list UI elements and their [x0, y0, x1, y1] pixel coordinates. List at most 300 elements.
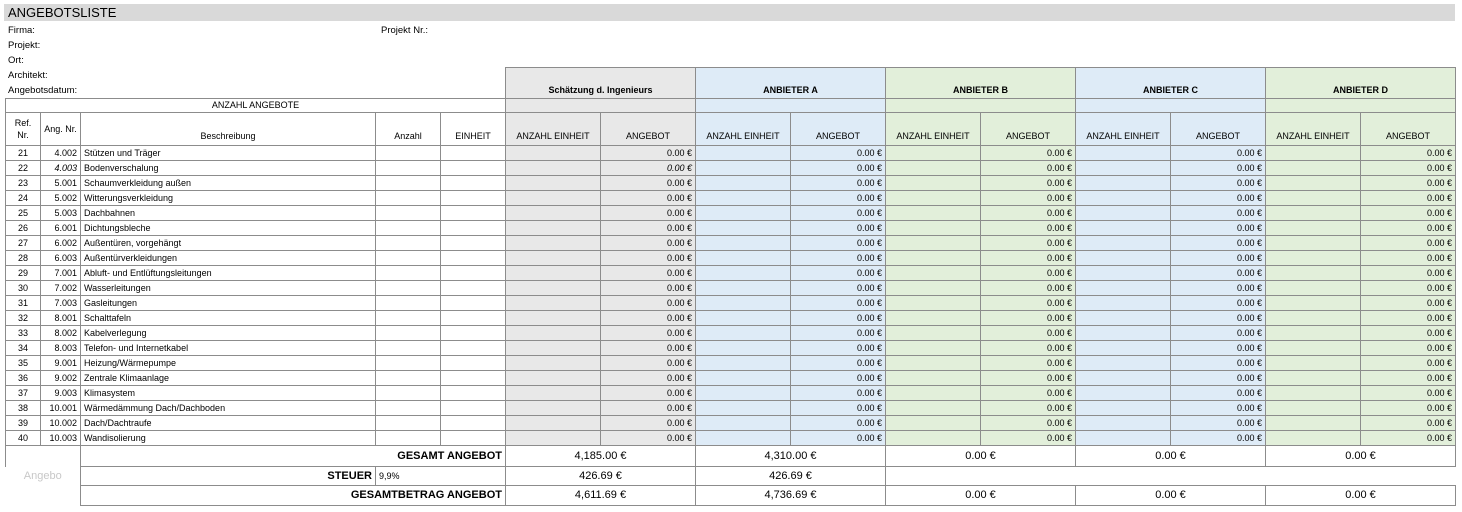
d-angebot-cell[interactable]: 0.00 €: [1361, 236, 1456, 251]
eng-angebot-cell[interactable]: 0.00 €: [601, 221, 696, 236]
ang-nr-cell[interactable]: 8.002: [41, 326, 81, 341]
c-angebot-cell[interactable]: 0.00 €: [1171, 341, 1266, 356]
d-anzahl-einheit-cell[interactable]: [1266, 341, 1361, 356]
ang-nr-cell[interactable]: 9.002: [41, 371, 81, 386]
ang-nr-cell[interactable]: 10.003: [41, 431, 81, 446]
einheit-cell[interactable]: [441, 146, 506, 161]
einheit-cell[interactable]: [441, 416, 506, 431]
a-angebot-cell[interactable]: 0.00 €: [791, 371, 886, 386]
a-anzahl-einheit-cell[interactable]: [696, 176, 791, 191]
a-angebot-cell[interactable]: 0.00 €: [791, 266, 886, 281]
b-anzahl-einheit-cell[interactable]: [886, 341, 981, 356]
beschreibung-cell[interactable]: Dach/Dachtraufe: [81, 416, 376, 431]
eng-anzahl-einheit-cell[interactable]: [506, 416, 601, 431]
d-angebot-cell[interactable]: 0.00 €: [1361, 341, 1456, 356]
ref-nr-cell[interactable]: 25: [6, 206, 41, 221]
c-angebot-cell[interactable]: 0.00 €: [1171, 311, 1266, 326]
d-anzahl-einheit-cell[interactable]: [1266, 251, 1361, 266]
a-anzahl-einheit-cell[interactable]: [696, 251, 791, 266]
eng-anzahl-einheit-cell[interactable]: [506, 206, 601, 221]
d-angebot-cell[interactable]: 0.00 €: [1361, 281, 1456, 296]
c-anzahl-einheit-cell[interactable]: [1076, 341, 1171, 356]
c-anzahl-einheit-cell[interactable]: [1076, 146, 1171, 161]
b-angebot-cell[interactable]: 0.00 €: [981, 371, 1076, 386]
anzahl-cell[interactable]: [376, 191, 441, 206]
ang-nr-cell[interactable]: 4.002: [41, 146, 81, 161]
d-anzahl-einheit-cell[interactable]: [1266, 206, 1361, 221]
anzahl-cell[interactable]: [376, 326, 441, 341]
c-anzahl-einheit-cell[interactable]: [1076, 251, 1171, 266]
b-angebot-cell[interactable]: 0.00 €: [981, 281, 1076, 296]
c-anzahl-einheit-cell[interactable]: [1076, 236, 1171, 251]
anzahl-cell[interactable]: [376, 236, 441, 251]
b-anzahl-einheit-cell[interactable]: [886, 416, 981, 431]
beschreibung-cell[interactable]: Witterungsverkleidung: [81, 191, 376, 206]
ref-nr-cell[interactable]: 38: [6, 401, 41, 416]
b-anzahl-einheit-cell[interactable]: [886, 386, 981, 401]
beschreibung-cell[interactable]: Zentrale Klimaanlage: [81, 371, 376, 386]
ang-nr-cell[interactable]: 5.003: [41, 206, 81, 221]
a-anzahl-einheit-cell[interactable]: [696, 356, 791, 371]
b-anzahl-einheit-cell[interactable]: [886, 431, 981, 446]
c-anzahl-einheit-cell[interactable]: [1076, 221, 1171, 236]
b-anzahl-einheit-cell[interactable]: [886, 206, 981, 221]
c-angebot-cell[interactable]: 0.00 €: [1171, 416, 1266, 431]
b-angebot-cell[interactable]: 0.00 €: [981, 236, 1076, 251]
a-angebot-cell[interactable]: 0.00 €: [791, 221, 886, 236]
eng-angebot-cell[interactable]: 0.00 €: [601, 341, 696, 356]
ref-nr-cell[interactable]: 33: [6, 326, 41, 341]
a-angebot-cell[interactable]: 0.00 €: [791, 176, 886, 191]
beschreibung-cell[interactable]: Schaumverkleidung außen: [81, 176, 376, 191]
c-angebot-cell[interactable]: 0.00 €: [1171, 356, 1266, 371]
ref-nr-cell[interactable]: 39: [6, 416, 41, 431]
beschreibung-cell[interactable]: Außentürverkleidungen: [81, 251, 376, 266]
ang-nr-cell[interactable]: 5.002: [41, 191, 81, 206]
beschreibung-cell[interactable]: Telefon- und Internetkabel: [81, 341, 376, 356]
d-anzahl-einheit-cell[interactable]: [1266, 146, 1361, 161]
b-angebot-cell[interactable]: 0.00 €: [981, 416, 1076, 431]
b-angebot-cell[interactable]: 0.00 €: [981, 356, 1076, 371]
anzahl-cell[interactable]: [376, 266, 441, 281]
b-angebot-cell[interactable]: 0.00 €: [981, 146, 1076, 161]
eng-anzahl-einheit-cell[interactable]: [506, 371, 601, 386]
anzahl-cell[interactable]: [376, 356, 441, 371]
anzahl-cell[interactable]: [376, 341, 441, 356]
a-anzahl-einheit-cell[interactable]: [696, 341, 791, 356]
beschreibung-cell[interactable]: Bodenverschalung: [81, 161, 376, 176]
d-anzahl-einheit-cell[interactable]: [1266, 191, 1361, 206]
d-anzahl-einheit-cell[interactable]: [1266, 266, 1361, 281]
eng-angebot-cell[interactable]: 0.00 €: [601, 176, 696, 191]
b-anzahl-einheit-cell[interactable]: [886, 281, 981, 296]
d-anzahl-einheit-cell[interactable]: [1266, 236, 1361, 251]
a-anzahl-einheit-cell[interactable]: [696, 236, 791, 251]
eng-anzahl-einheit-cell[interactable]: [506, 386, 601, 401]
c-angebot-cell[interactable]: 0.00 €: [1171, 371, 1266, 386]
a-anzahl-einheit-cell[interactable]: [696, 296, 791, 311]
d-angebot-cell[interactable]: 0.00 €: [1361, 401, 1456, 416]
einheit-cell[interactable]: [441, 236, 506, 251]
c-anzahl-einheit-cell[interactable]: [1076, 386, 1171, 401]
c-angebot-cell[interactable]: 0.00 €: [1171, 281, 1266, 296]
einheit-cell[interactable]: [441, 311, 506, 326]
eng-anzahl-einheit-cell[interactable]: [506, 311, 601, 326]
c-anzahl-einheit-cell[interactable]: [1076, 401, 1171, 416]
eng-angebot-cell[interactable]: 0.00 €: [601, 146, 696, 161]
b-anzahl-einheit-cell[interactable]: [886, 191, 981, 206]
a-anzahl-einheit-cell[interactable]: [696, 206, 791, 221]
ref-nr-cell[interactable]: 29: [6, 266, 41, 281]
b-angebot-cell[interactable]: 0.00 €: [981, 341, 1076, 356]
d-anzahl-einheit-cell[interactable]: [1266, 326, 1361, 341]
a-angebot-cell[interactable]: 0.00 €: [791, 251, 886, 266]
eng-anzahl-einheit-cell[interactable]: [506, 326, 601, 341]
a-angebot-cell[interactable]: 0.00 €: [791, 146, 886, 161]
c-angebot-cell[interactable]: 0.00 €: [1171, 221, 1266, 236]
d-anzahl-einheit-cell[interactable]: [1266, 176, 1361, 191]
c-anzahl-einheit-cell[interactable]: [1076, 281, 1171, 296]
a-angebot-cell[interactable]: 0.00 €: [791, 236, 886, 251]
anzahl-cell[interactable]: [376, 401, 441, 416]
a-angebot-cell[interactable]: 0.00 €: [791, 401, 886, 416]
ref-nr-cell[interactable]: 32: [6, 311, 41, 326]
eng-angebot-cell[interactable]: 0.00 €: [601, 206, 696, 221]
d-anzahl-einheit-cell[interactable]: [1266, 386, 1361, 401]
c-angebot-cell[interactable]: 0.00 €: [1171, 401, 1266, 416]
eng-angebot-cell[interactable]: 0.00 €: [601, 371, 696, 386]
c-anzahl-einheit-cell[interactable]: [1076, 326, 1171, 341]
anzahl-cell[interactable]: [376, 416, 441, 431]
anzahl-cell[interactable]: [376, 221, 441, 236]
b-angebot-cell[interactable]: 0.00 €: [981, 206, 1076, 221]
b-angebot-cell[interactable]: 0.00 €: [981, 161, 1076, 176]
b-angebot-cell[interactable]: 0.00 €: [981, 221, 1076, 236]
eng-anzahl-einheit-cell[interactable]: [506, 236, 601, 251]
b-anzahl-einheit-cell[interactable]: [886, 296, 981, 311]
beschreibung-cell[interactable]: Dachbahnen: [81, 206, 376, 221]
eng-anzahl-einheit-cell[interactable]: [506, 341, 601, 356]
c-angebot-cell[interactable]: 0.00 €: [1171, 431, 1266, 446]
b-anzahl-einheit-cell[interactable]: [886, 236, 981, 251]
beschreibung-cell[interactable]: Außentüren, vorgehängt: [81, 236, 376, 251]
b-anzahl-einheit-cell[interactable]: [886, 251, 981, 266]
einheit-cell[interactable]: [441, 341, 506, 356]
einheit-cell[interactable]: [441, 401, 506, 416]
einheit-cell[interactable]: [441, 326, 506, 341]
ref-nr-cell[interactable]: 40: [6, 431, 41, 446]
ang-nr-cell[interactable]: 6.003: [41, 251, 81, 266]
ang-nr-cell[interactable]: 10.001: [41, 401, 81, 416]
a-anzahl-einheit-cell[interactable]: [696, 401, 791, 416]
d-angebot-cell[interactable]: 0.00 €: [1361, 431, 1456, 446]
ref-nr-cell[interactable]: 22: [6, 161, 41, 176]
c-anzahl-einheit-cell[interactable]: [1076, 161, 1171, 176]
eng-angebot-cell[interactable]: 0.00 €: [601, 281, 696, 296]
ref-nr-cell[interactable]: 23: [6, 176, 41, 191]
ang-nr-cell[interactable]: 8.001: [41, 311, 81, 326]
beschreibung-cell[interactable]: Wärmedämmung Dach/Dachboden: [81, 401, 376, 416]
eng-angebot-cell[interactable]: 0.00 €: [601, 416, 696, 431]
a-angebot-cell[interactable]: 0.00 €: [791, 206, 886, 221]
einheit-cell[interactable]: [441, 431, 506, 446]
beschreibung-cell[interactable]: Wasserleitungen: [81, 281, 376, 296]
beschreibung-cell[interactable]: Wandisolierung: [81, 431, 376, 446]
b-anzahl-einheit-cell[interactable]: [886, 371, 981, 386]
beschreibung-cell[interactable]: Schalttafeln: [81, 311, 376, 326]
b-anzahl-einheit-cell[interactable]: [886, 266, 981, 281]
eng-angebot-cell[interactable]: 0.00 €: [601, 401, 696, 416]
ref-nr-cell[interactable]: 21: [6, 146, 41, 161]
c-anzahl-einheit-cell[interactable]: [1076, 266, 1171, 281]
anzahl-cell[interactable]: [376, 296, 441, 311]
eng-angebot-cell[interactable]: 0.00 €: [601, 161, 696, 176]
b-angebot-cell[interactable]: 0.00 €: [981, 326, 1076, 341]
einheit-cell[interactable]: [441, 206, 506, 221]
d-angebot-cell[interactable]: 0.00 €: [1361, 251, 1456, 266]
eng-anzahl-einheit-cell[interactable]: [506, 296, 601, 311]
c-anzahl-einheit-cell[interactable]: [1076, 356, 1171, 371]
einheit-cell[interactable]: [441, 281, 506, 296]
a-anzahl-einheit-cell[interactable]: [696, 371, 791, 386]
a-anzahl-einheit-cell[interactable]: [696, 431, 791, 446]
eng-angebot-cell[interactable]: 0.00 €: [601, 191, 696, 206]
b-anzahl-einheit-cell[interactable]: [886, 221, 981, 236]
einheit-cell[interactable]: [441, 191, 506, 206]
d-anzahl-einheit-cell[interactable]: [1266, 296, 1361, 311]
c-angebot-cell[interactable]: 0.00 €: [1171, 176, 1266, 191]
eng-anzahl-einheit-cell[interactable]: [506, 251, 601, 266]
d-angebot-cell[interactable]: 0.00 €: [1361, 386, 1456, 401]
eng-angebot-cell[interactable]: 0.00 €: [601, 431, 696, 446]
einheit-cell[interactable]: [441, 371, 506, 386]
a-anzahl-einheit-cell[interactable]: [696, 146, 791, 161]
eng-angebot-cell[interactable]: 0.00 €: [601, 311, 696, 326]
b-anzahl-einheit-cell[interactable]: [886, 326, 981, 341]
ang-nr-cell[interactable]: 6.002: [41, 236, 81, 251]
b-angebot-cell[interactable]: 0.00 €: [981, 311, 1076, 326]
d-anzahl-einheit-cell[interactable]: [1266, 281, 1361, 296]
c-angebot-cell[interactable]: 0.00 €: [1171, 236, 1266, 251]
anzahl-cell[interactable]: [376, 161, 441, 176]
ref-nr-cell[interactable]: 36: [6, 371, 41, 386]
d-angebot-cell[interactable]: 0.00 €: [1361, 311, 1456, 326]
ref-nr-cell[interactable]: 37: [6, 386, 41, 401]
einheit-cell[interactable]: [441, 176, 506, 191]
d-anzahl-einheit-cell[interactable]: [1266, 311, 1361, 326]
c-angebot-cell[interactable]: 0.00 €: [1171, 191, 1266, 206]
einheit-cell[interactable]: [441, 266, 506, 281]
ref-nr-cell[interactable]: 26: [6, 221, 41, 236]
einheit-cell[interactable]: [441, 386, 506, 401]
einheit-cell[interactable]: [441, 296, 506, 311]
eng-angebot-cell[interactable]: 0.00 €: [601, 266, 696, 281]
a-angebot-cell[interactable]: 0.00 €: [791, 281, 886, 296]
a-angebot-cell[interactable]: 0.00 €: [791, 431, 886, 446]
anzahl-cell[interactable]: [376, 146, 441, 161]
eng-anzahl-einheit-cell[interactable]: [506, 221, 601, 236]
beschreibung-cell[interactable]: Dichtungsbleche: [81, 221, 376, 236]
a-anzahl-einheit-cell[interactable]: [696, 266, 791, 281]
a-angebot-cell[interactable]: 0.00 €: [791, 326, 886, 341]
beschreibung-cell[interactable]: Klimasystem: [81, 386, 376, 401]
ang-nr-cell[interactable]: 7.001: [41, 266, 81, 281]
anzahl-cell[interactable]: [376, 311, 441, 326]
b-angebot-cell[interactable]: 0.00 €: [981, 431, 1076, 446]
ang-nr-cell[interactable]: 9.003: [41, 386, 81, 401]
ref-nr-cell[interactable]: 30: [6, 281, 41, 296]
ref-nr-cell[interactable]: 35: [6, 356, 41, 371]
einheit-cell[interactable]: [441, 356, 506, 371]
einheit-cell[interactable]: [441, 221, 506, 236]
anzahl-cell[interactable]: [376, 281, 441, 296]
eng-anzahl-einheit-cell[interactable]: [506, 191, 601, 206]
beschreibung-cell[interactable]: Kabelverlegung: [81, 326, 376, 341]
a-angebot-cell[interactable]: 0.00 €: [791, 311, 886, 326]
b-anzahl-einheit-cell[interactable]: [886, 356, 981, 371]
c-angebot-cell[interactable]: 0.00 €: [1171, 386, 1266, 401]
eng-angebot-cell[interactable]: 0.00 €: [601, 236, 696, 251]
ang-nr-cell[interactable]: 7.002: [41, 281, 81, 296]
anzahl-cell[interactable]: [376, 431, 441, 446]
beschreibung-cell[interactable]: Gasleitungen: [81, 296, 376, 311]
ang-nr-cell[interactable]: 6.001: [41, 221, 81, 236]
c-anzahl-einheit-cell[interactable]: [1076, 416, 1171, 431]
c-anzahl-einheit-cell[interactable]: [1076, 176, 1171, 191]
eng-anzahl-einheit-cell[interactable]: [506, 266, 601, 281]
eng-angebot-cell[interactable]: 0.00 €: [601, 386, 696, 401]
eng-anzahl-einheit-cell[interactable]: [506, 176, 601, 191]
a-angebot-cell[interactable]: 0.00 €: [791, 386, 886, 401]
a-angebot-cell[interactable]: 0.00 €: [791, 296, 886, 311]
b-angebot-cell[interactable]: 0.00 €: [981, 401, 1076, 416]
d-anzahl-einheit-cell[interactable]: [1266, 221, 1361, 236]
c-angebot-cell[interactable]: 0.00 €: [1171, 206, 1266, 221]
c-anzahl-einheit-cell[interactable]: [1076, 296, 1171, 311]
eng-angebot-cell[interactable]: 0.00 €: [601, 251, 696, 266]
a-angebot-cell[interactable]: 0.00 €: [791, 161, 886, 176]
d-angebot-cell[interactable]: 0.00 €: [1361, 371, 1456, 386]
ref-nr-cell[interactable]: 31: [6, 296, 41, 311]
eng-angebot-cell[interactable]: 0.00 €: [601, 296, 696, 311]
c-angebot-cell[interactable]: 0.00 €: [1171, 251, 1266, 266]
c-anzahl-einheit-cell[interactable]: [1076, 371, 1171, 386]
d-angebot-cell[interactable]: 0.00 €: [1361, 296, 1456, 311]
d-anzahl-einheit-cell[interactable]: [1266, 416, 1361, 431]
eng-anzahl-einheit-cell[interactable]: [506, 431, 601, 446]
ref-nr-cell[interactable]: 28: [6, 251, 41, 266]
beschreibung-cell[interactable]: Heizung/Wärmepumpe: [81, 356, 376, 371]
ang-nr-cell[interactable]: 10.002: [41, 416, 81, 431]
steuer-rate[interactable]: 9,9%: [376, 467, 506, 486]
c-anzahl-einheit-cell[interactable]: [1076, 311, 1171, 326]
d-angebot-cell[interactable]: 0.00 €: [1361, 266, 1456, 281]
eng-angebot-cell[interactable]: 0.00 €: [601, 356, 696, 371]
c-angebot-cell[interactable]: 0.00 €: [1171, 146, 1266, 161]
d-anzahl-einheit-cell[interactable]: [1266, 371, 1361, 386]
c-angebot-cell[interactable]: 0.00 €: [1171, 266, 1266, 281]
b-anzahl-einheit-cell[interactable]: [886, 311, 981, 326]
d-anzahl-einheit-cell[interactable]: [1266, 161, 1361, 176]
b-anzahl-einheit-cell[interactable]: [886, 146, 981, 161]
einheit-cell[interactable]: [441, 161, 506, 176]
a-angebot-cell[interactable]: 0.00 €: [791, 191, 886, 206]
anzahl-cell[interactable]: [376, 176, 441, 191]
b-angebot-cell[interactable]: 0.00 €: [981, 251, 1076, 266]
anzahl-cell[interactable]: [376, 206, 441, 221]
ref-nr-cell[interactable]: 27: [6, 236, 41, 251]
eng-anzahl-einheit-cell[interactable]: [506, 401, 601, 416]
d-anzahl-einheit-cell[interactable]: [1266, 401, 1361, 416]
a-anzahl-einheit-cell[interactable]: [696, 221, 791, 236]
beschreibung-cell[interactable]: Stützen und Träger: [81, 146, 376, 161]
a-angebot-cell[interactable]: 0.00 €: [791, 416, 886, 431]
ref-nr-cell[interactable]: 24: [6, 191, 41, 206]
ang-nr-cell[interactable]: 4.003: [41, 161, 81, 176]
c-anzahl-einheit-cell[interactable]: [1076, 431, 1171, 446]
beschreibung-cell[interactable]: Abluft- und Entlüftungsleitungen: [81, 266, 376, 281]
d-angebot-cell[interactable]: 0.00 €: [1361, 221, 1456, 236]
ang-nr-cell[interactable]: 7.003: [41, 296, 81, 311]
d-angebot-cell[interactable]: 0.00 €: [1361, 146, 1456, 161]
a-anzahl-einheit-cell[interactable]: [696, 326, 791, 341]
a-anzahl-einheit-cell[interactable]: [696, 416, 791, 431]
c-anzahl-einheit-cell[interactable]: [1076, 206, 1171, 221]
b-angebot-cell[interactable]: 0.00 €: [981, 191, 1076, 206]
b-angebot-cell[interactable]: 0.00 €: [981, 266, 1076, 281]
ang-nr-cell[interactable]: 8.003: [41, 341, 81, 356]
d-angebot-cell[interactable]: 0.00 €: [1361, 416, 1456, 431]
c-angebot-cell[interactable]: 0.00 €: [1171, 296, 1266, 311]
eng-anzahl-einheit-cell[interactable]: [506, 281, 601, 296]
a-anzahl-einheit-cell[interactable]: [696, 161, 791, 176]
eng-anzahl-einheit-cell[interactable]: [506, 356, 601, 371]
d-angebot-cell[interactable]: 0.00 €: [1361, 356, 1456, 371]
anzahl-cell[interactable]: [376, 386, 441, 401]
d-anzahl-einheit-cell[interactable]: [1266, 356, 1361, 371]
c-anzahl-einheit-cell[interactable]: [1076, 191, 1171, 206]
d-angebot-cell[interactable]: 0.00 €: [1361, 206, 1456, 221]
b-anzahl-einheit-cell[interactable]: [886, 176, 981, 191]
eng-anzahl-einheit-cell[interactable]: [506, 146, 601, 161]
b-angebot-cell[interactable]: 0.00 €: [981, 296, 1076, 311]
b-anzahl-einheit-cell[interactable]: [886, 401, 981, 416]
ang-nr-cell[interactable]: 9.001: [41, 356, 81, 371]
d-angebot-cell[interactable]: 0.00 €: [1361, 161, 1456, 176]
d-anzahl-einheit-cell[interactable]: [1266, 431, 1361, 446]
a-anzahl-einheit-cell[interactable]: [696, 311, 791, 326]
a-anzahl-einheit-cell[interactable]: [696, 386, 791, 401]
d-angebot-cell[interactable]: 0.00 €: [1361, 176, 1456, 191]
ang-nr-cell[interactable]: 5.001: [41, 176, 81, 191]
a-angebot-cell[interactable]: 0.00 €: [791, 341, 886, 356]
anzahl-cell[interactable]: [376, 371, 441, 386]
eng-anzahl-einheit-cell[interactable]: [506, 161, 601, 176]
anzahl-cell[interactable]: [376, 251, 441, 266]
eng-angebot-cell[interactable]: 0.00 €: [601, 326, 696, 341]
b-angebot-cell[interactable]: 0.00 €: [981, 386, 1076, 401]
a-anzahl-einheit-cell[interactable]: [696, 281, 791, 296]
c-angebot-cell[interactable]: 0.00 €: [1171, 161, 1266, 176]
b-anzahl-einheit-cell[interactable]: [886, 161, 981, 176]
c-angebot-cell[interactable]: 0.00 €: [1171, 326, 1266, 341]
einheit-cell[interactable]: [441, 251, 506, 266]
ref-nr-cell[interactable]: 34: [6, 341, 41, 356]
a-anzahl-einheit-cell[interactable]: [696, 191, 791, 206]
a-angebot-cell[interactable]: 0.00 €: [791, 356, 886, 371]
d-angebot-cell[interactable]: 0.00 €: [1361, 326, 1456, 341]
d-angebot-cell[interactable]: 0.00 €: [1361, 191, 1456, 206]
